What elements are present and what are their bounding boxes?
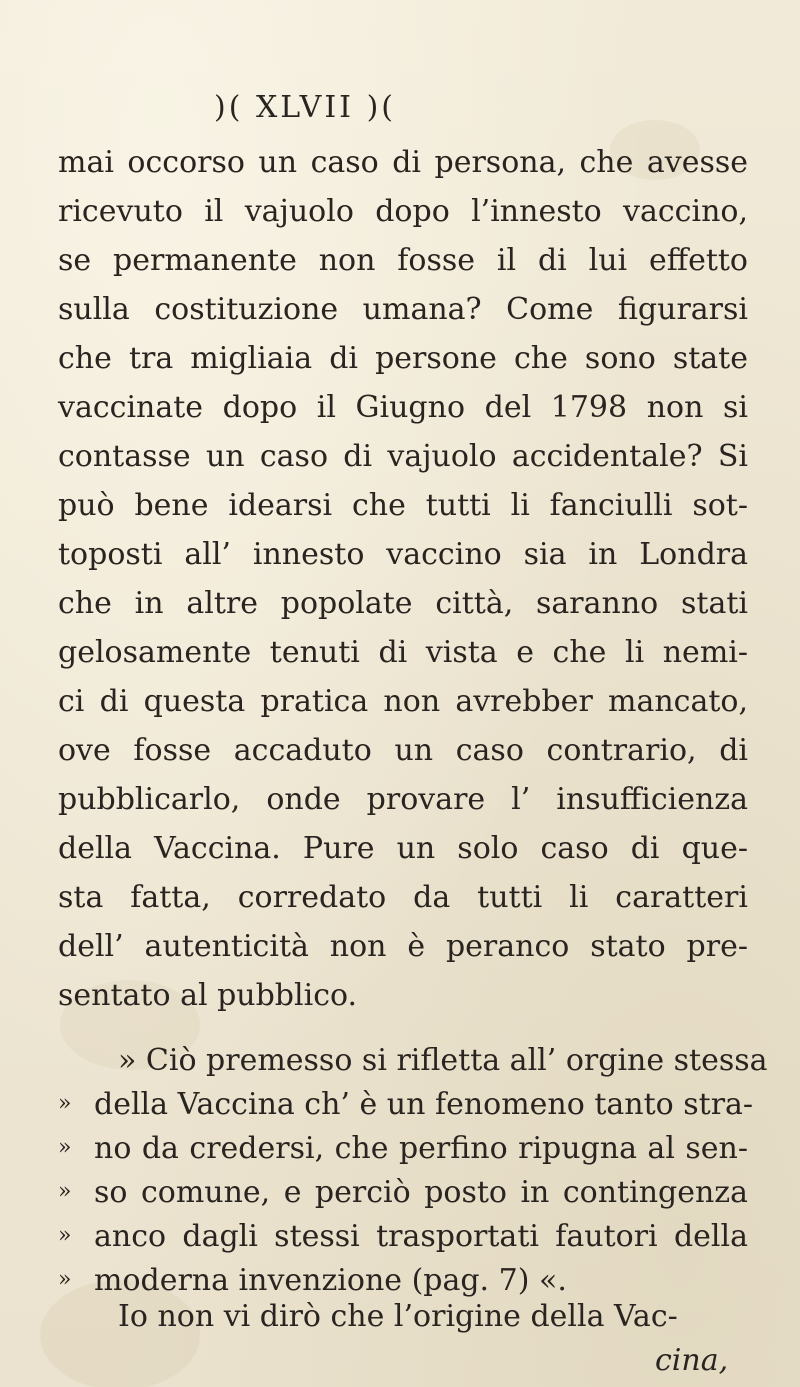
quote-mark: » — [58, 1267, 72, 1292]
text-line: vaccinate dopo il Giugno del 1798 non si — [58, 390, 748, 425]
text-line: dell’ autenticità non è peranco stato pre- — [58, 929, 748, 964]
quote-line: » Ciò premesso si rifletta all’ orgine stessa — [118, 1043, 768, 1078]
text-line: mai occorso un caso di persona, che avesse — [58, 145, 748, 180]
text-line: sentato al pubblico. — [58, 978, 358, 1013]
text-line: ci di questa pratica non avrebber mancato, — [58, 684, 748, 719]
quote-text: anco dagli stessi trasportati fautori della — [94, 1219, 748, 1254]
page-header — [0, 90, 800, 125]
running-head: )( XLVII )( — [214, 90, 396, 125]
quote-line — [58, 1131, 748, 1166]
text-line: che tra migliaia di persone che sono state — [58, 341, 748, 376]
quote-mark: » — [58, 1179, 72, 1204]
quote-text: moderna invenzione (pag. 7) «. — [94, 1263, 567, 1298]
quote-line — [58, 1263, 748, 1298]
quote-mark: » — [58, 1135, 72, 1160]
quote-line — [58, 1175, 748, 1210]
text-line: Io non vi dirò che l’origine della Vac- — [118, 1299, 678, 1334]
text-line: toposti all’ innesto vaccino sia in Londra — [58, 537, 748, 572]
quote-text: della Vaccina ch’ è un fenomeno tanto stra- — [94, 1087, 754, 1122]
text-line: gelosamente tenuti di vista e che li nemi- — [58, 635, 748, 670]
text-line: contasse un caso di vajuolo accidentale? Si — [58, 439, 748, 474]
quote-line — [58, 1087, 754, 1122]
quote-text: no da credersi, che perfino ripugna al sen- — [94, 1131, 748, 1166]
quote-mark: » — [58, 1091, 72, 1116]
text-line: se permanente non fosse il di lui effetto — [58, 243, 748, 278]
catchword: cina, — [655, 1343, 729, 1378]
text-line: pubblicarlo, onde provare l’ insufficienza — [58, 782, 748, 817]
text-line: può bene idearsi che tutti li fanciulli sot- — [58, 488, 748, 523]
text-line: ove fosse accaduto un caso contrario, di — [58, 733, 748, 768]
text-line: sta fatta, corredato da tutti li caratteri — [58, 880, 748, 915]
quote-mark: » — [58, 1223, 72, 1248]
text-line: della Vaccina. Pure un solo caso di que- — [58, 831, 748, 866]
text-line: sulla costituzione umana? Come figurarsi — [58, 292, 748, 327]
text-line: ricevuto il vajuolo dopo l’innesto vaccino, — [58, 194, 748, 229]
quote-text: so comune, e perciò posto in contingenza — [94, 1175, 748, 1210]
text-line: che in altre popolate città, saranno stati — [58, 586, 748, 621]
quote-line — [58, 1219, 748, 1254]
